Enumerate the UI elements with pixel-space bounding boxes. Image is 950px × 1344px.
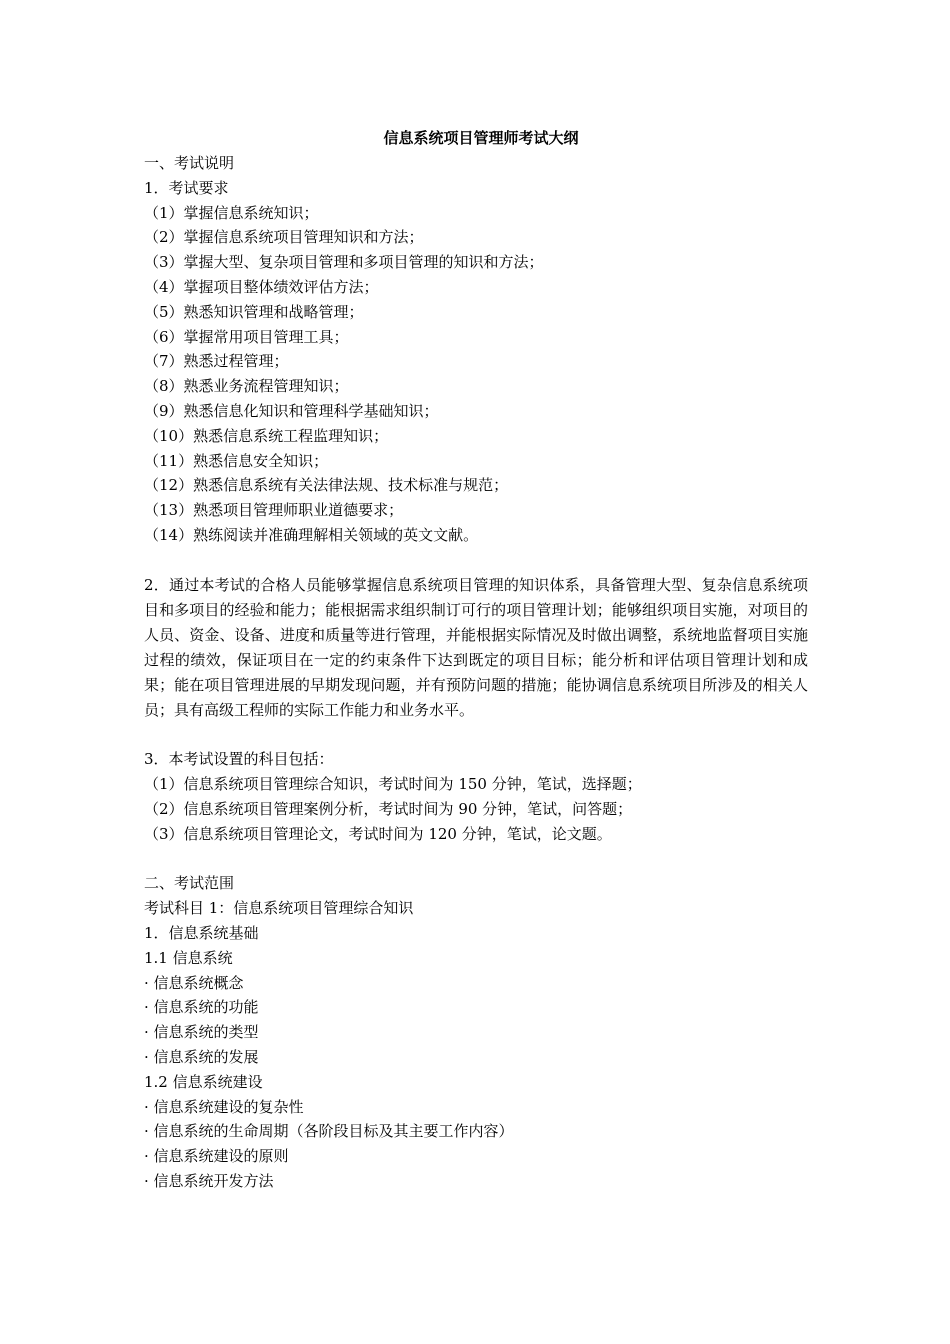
chapter-heading: 1．信息系统基础 [144, 923, 259, 942]
subsection-list [144, 1095, 810, 1194]
list-item: · 信息系统的生命周期（各阶段目标及其主要工作内容） [144, 1122, 514, 1141]
subject1-title: 考试科目 1：信息系统项目管理综合知识 [144, 899, 414, 918]
subject-item: （3）信息系统项目管理论文，考试时间为 120 分钟，笔试，论文题。 [144, 824, 612, 843]
subsection-list [144, 971, 810, 1070]
requirement-item: （8）熟悉业务流程管理知识； [144, 377, 349, 396]
document-title: 信息系统项目管理师考试大纲 [383, 129, 579, 147]
list-item: · 信息系统的功能 [144, 998, 259, 1017]
requirement-item: （11）熟悉信息安全知识； [144, 451, 329, 470]
requirement-item: （2）掌握信息系统项目管理知识和方法； [144, 228, 424, 247]
blank-line [144, 847, 810, 872]
subject-item: （2）信息系统项目管理案例分析，考试时间为 90 分钟，笔试，问答题； [144, 799, 633, 818]
list-item: · 信息系统建设的复杂性 [144, 1097, 304, 1116]
requirement-item: （7）熟悉过程管理； [144, 352, 289, 371]
requirement-item: （9）熟悉信息化知识和管理科学基础知识； [144, 401, 439, 420]
requirement-item: （14）熟练阅读并准确理解相关领域的英文文献。 [144, 525, 479, 544]
blank-line [144, 723, 810, 748]
requirement-item: （3）掌握大型、复杂项目管理和多项目管理的知识和方法； [144, 253, 544, 272]
requirement-item: （5）熟悉知识管理和战略管理； [144, 302, 364, 321]
requirement-item: （12）熟悉信息系统有关法律法规、技术标准与规范； [144, 476, 509, 495]
requirements-heading: 1．考试要求 [144, 178, 229, 197]
subject-item: （1）信息系统项目管理综合知识，考试时间为 150 分钟，笔试，选择题； [144, 775, 642, 794]
list-item: · 信息系统概念 [144, 973, 244, 992]
list-item: · 信息系统开发方法 [144, 1171, 274, 1190]
section1-heading: 一、考试说明 [144, 154, 235, 172]
requirement-item: （4）掌握项目整体绩效评估方法； [144, 277, 379, 296]
capability-paragraph: 2．通过本考试的合格人员能够掌握信息系统项目管理的知识体系，具备管理大型、复杂信息系统项目和多项目的经验和能力；能根据需求组织制订可行的项目管理计划；能够组织项目实施，对项目的人员、资金、设备、进度和质量等进行管理，并能根据实际情况及时做出调整，系统地监督项目实施过程的绩效，保证项目在一定的约束条件下达到既定的项目目标；能分析和评估项目管理计划和成果；能在项目管理进展的早期发现问题，并有预防问题的措施；能协调信息系统项目所涉及的相关人员；具有高级工程师的实际工作能力和业务水平。 [144, 575, 808, 719]
requirement-item: （1）掌握信息系统知识； [144, 203, 319, 222]
section2-heading: 二、考试范围 [144, 874, 235, 893]
list-item: · 信息系统建设的原则 [144, 1147, 289, 1166]
subjects-heading: 3．本考试设置的科目包括： [144, 750, 334, 769]
requirement-item: （13）熟悉项目管理师职业道德要求； [144, 501, 404, 520]
requirement-item: （6）掌握常用项目管理工具； [144, 327, 349, 346]
requirement-item: （10）熟悉信息系统工程监理知识； [144, 426, 389, 445]
blank-line [144, 548, 810, 573]
list-item: · 信息系统的发展 [144, 1047, 259, 1066]
list-item: · 信息系统的类型 [144, 1023, 259, 1042]
subjects-list [144, 772, 810, 846]
requirements-list [144, 201, 810, 548]
subsection-title: 1.2 信息系统建设 [144, 1072, 263, 1091]
subsection-title: 1.1 信息系统 [144, 948, 233, 967]
